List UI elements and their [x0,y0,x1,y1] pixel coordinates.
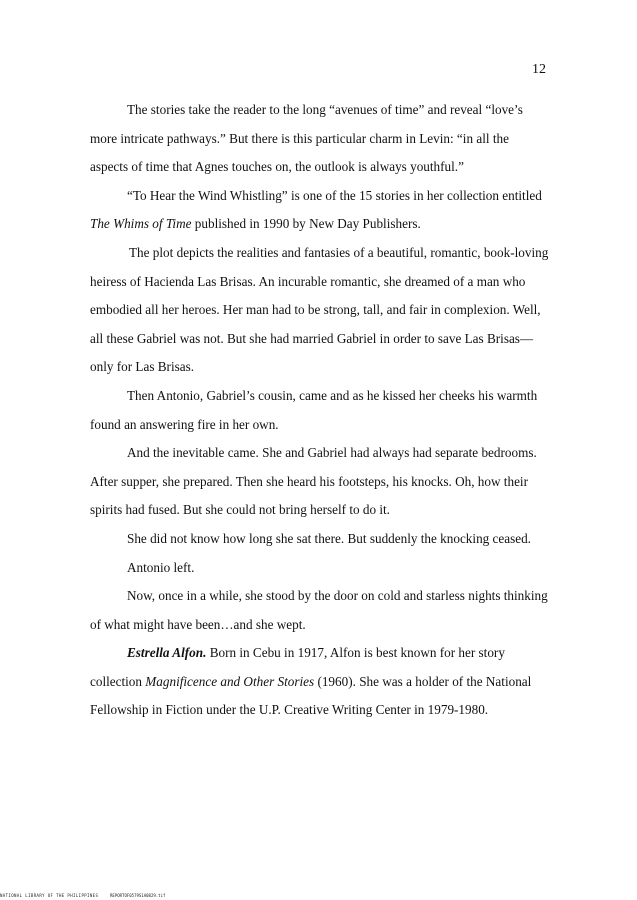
paragraph-alfon-before: Born in Cebu in 1917, Alfon is best known for her story collection [90,645,505,689]
footer-file-code: REPORTOF0579S1A0829.tif [110,893,166,898]
paragraph-alfon [90,639,550,725]
footer-library-label: NATIONAL LIBRARY OF THE PHILIPPINES [0,893,99,898]
paragraph-plot: The plot depicts the realities and fantasies of a beautiful, romantic, book-loving heiress of Hacienda Las Brisas. An incurable romantic, she dreamed of a man who embodied all her heroes. Her man had to be strong, tall, and fair in complexion. Well, all these Gabriel was not. But she had married Gabriel in order to save Las Brisas—only for Las Brisas. [90,244,549,375]
paragraph-she-wept: Now, once in a while, she stood by the door on cold and starless nights thinking of what might have been…and she wept. [90,588,548,632]
paragraph-antonio-left: Antonio left. [127,559,195,575]
paragraph-antonio: Then Antonio, Gabriel’s cousin, came and as he kissed her cheeks his warmth found an answering fire in her own. [90,387,538,432]
paragraph-inevitable: And the inevitable came. She and Gabriel had always had separate bedrooms. After supper, she prepared. Then she heard his footsteps, his knocks. Oh, how their spirits had fused. But she could not bring herself to do it. [90,445,537,518]
book-title-whims-of-time: The Whims of Time [90,216,192,232]
paragraph-knocking: She did not know how long she sat there. But suddenly the knocking ceased. [127,530,531,546]
page-number: 12 [532,62,546,77]
paragraph-collection [90,182,550,239]
paragraph-collection-before: “To Hear the Wind Whistling” is one of the 15 stories in her collection entitled [127,187,542,203]
author-name-estrella-alfon: Estrella Alfon. [127,645,207,661]
body-text [90,96,550,725]
paragraph-stories-intro: The stories take the reader to the long “avenues of time” and reveal “love’s more intricate pathways.” But there is this particular charm in Levin: “in all the aspects of time that Agnes touches on, the outlook is always youthful.” [90,102,523,175]
paragraph-collection-after: published in 1990 by New Day Publishers. [191,216,421,232]
paragraph-alfon-after: (1960). She was a holder of the National Fellowship in Fiction under the U.P. Creative Writing Center in 1979-1980. [90,673,532,718]
book-title-magnificence: Magnificence and Other Stories [145,673,315,689]
